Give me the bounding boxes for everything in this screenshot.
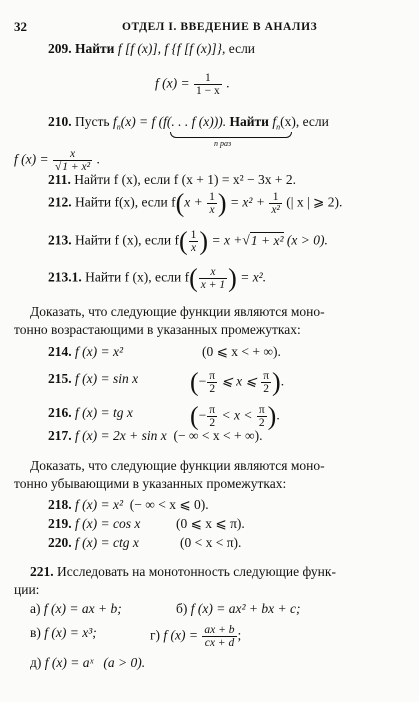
problem-213-1: 213.1. Найти f (x), если f( $\frac{x}{x + 1}$ ) = x². xyxy=(48,263,267,293)
problem-221-cont: ции: xyxy=(14,582,40,597)
page-number: 32 xyxy=(14,19,27,34)
problem-210: 210. Пусть $f_n(x) = f$ (f(. . . f (x))). Найти $f_n(x)$, если xyxy=(48,114,329,132)
problem-214: 214. f (x) = x² xyxy=(48,344,124,359)
paragraph-decreasing-line-1: Доказать, что следующие функции являются моно- xyxy=(30,458,325,473)
problem-215: 215. f (x) = sin x xyxy=(48,371,139,386)
problem-218: 218. f (x) = x² (− ∞ < x ⩽ 0). xyxy=(48,497,209,512)
problem-217: 217. f (x) = 2x + sin x (− ∞ < x < + ∞). xyxy=(48,428,263,443)
problem-211: 211. Найти f (x), если f (x + 1) = x² − 3x + 2. xyxy=(48,172,296,187)
problem-209: 209. Найти f [f (x)], f {f [f (x)]}, если xyxy=(48,41,256,56)
nested-composition: f (f(. . . f (x))). xyxy=(151,114,227,129)
interval-214: (0 ⩽ x < + ∞). xyxy=(202,344,281,359)
problem-216: 216. f (x) = tg x xyxy=(48,405,133,420)
item-d: д) f (x) = aˣ (a > 0). xyxy=(30,655,146,670)
paragraph-decreasing-line-2: тонно убывающими в указанных промежутках: xyxy=(14,476,287,491)
running-header: ОТДЕЛ I. ВВЕДЕНИЕ В АНАЛИЗ xyxy=(122,21,318,33)
item-b: б) f (x) = ax² + bx + c; xyxy=(176,601,301,616)
item-g: г) f (x) = $\frac{ax + b}{cx + d}$ ; xyxy=(150,624,242,649)
formula-210: f (x) = $\frac{x}{\text{√1 + x²}}$ . xyxy=(14,148,100,173)
problem-220: 220. f (x) = ctg x xyxy=(48,535,139,550)
problem-221: 221. Исследовать на монотонность следующие функ- xyxy=(30,564,336,579)
problem-213: 213. Найти f (x), если f( $\frac{1}{x}$ ) = x +√1 + x² (x > 0). xyxy=(48,226,328,256)
item-v: в) f (x) = x³; xyxy=(30,625,97,640)
interval-216: (− $\frac{\pi}{2}$ < x < $\frac{\pi}{2}$ ). xyxy=(190,401,280,431)
item-a: а) f (x) = ax + b; xyxy=(30,601,122,616)
paragraph-increasing-line-1: Доказать, что следующие функции являются моно- xyxy=(30,304,325,319)
formula-209: f (x) = $\frac{1}{1 - x}$ . xyxy=(155,72,230,97)
paragraph-increasing-line-2: тонно возрастающими в указанных промежутках: xyxy=(14,322,301,337)
interval-220: (0 < x < π). xyxy=(180,535,242,550)
underbrace xyxy=(170,132,292,138)
fraction: $\frac{x}{\text{√1 + x²}}$ xyxy=(54,148,91,173)
interval-219: (0 ⩽ x ⩽ π). xyxy=(176,516,245,531)
interval-215: (− $\frac{\pi}{2}$ ⩽ x ⩽ $\frac{\pi}{2}$ ). xyxy=(190,367,285,397)
underbrace-label: n раз xyxy=(214,139,232,148)
problem-212: 212. Найти f(x), если f(x + $\frac{1}{x}$ ) = x² + $\frac{1}{\text{x²}}$ (| x | ⩾ 2). xyxy=(48,188,343,218)
problem-219: 219. f (x) = cos x xyxy=(48,516,141,531)
fraction: $\frac{1}{1 - x}$ xyxy=(195,72,220,97)
